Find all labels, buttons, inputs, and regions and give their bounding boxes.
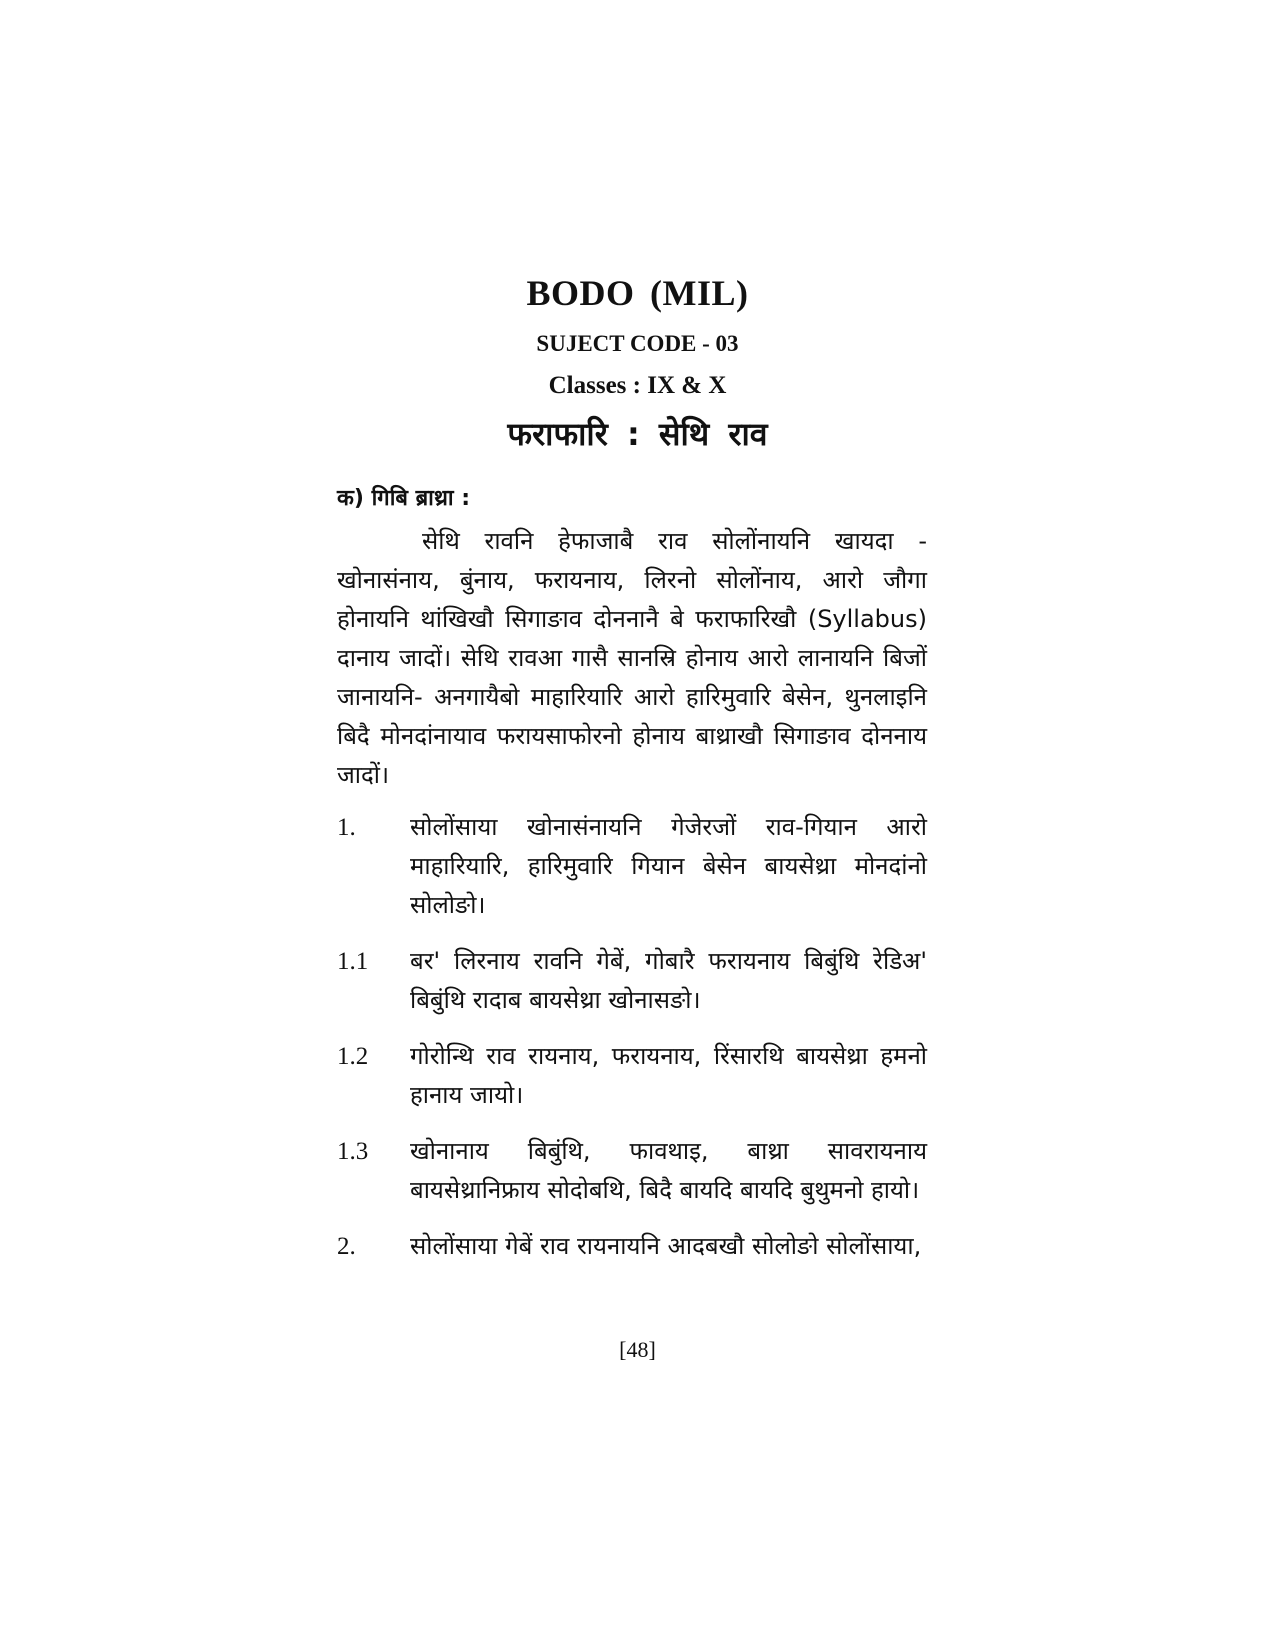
list-item [337,1132,927,1210]
list-item-number: 1.1 [337,948,369,975]
list-item-text: गोरोन्थि राव रायनाय, फरायनाय, रिंसारथि बायसेथ्रा हमनो हानाय जायो। [410,1042,927,1109]
list-item-text: सोलोंसाया गेबें राव रायनायनि आदबखौ सोलोङो सोलोंसाया, [410,1232,922,1260]
list-item [337,1227,927,1266]
list-item-number: 2. [337,1233,356,1260]
list-item-number: 1.3 [337,1138,369,1165]
section-label: क) गिबि ब्राथ्रा : [337,486,471,511]
page-number: [48] [619,1337,656,1362]
list-item-text: सोलोंसाया खोनासंनायनि गेजेरजों राव-गियान आरो माहारियारि, हारिमुवारि गियान बेसेन बायसेथ्रा मोनदांनो सोलोङो। [410,813,927,919]
document-title: BODO (MIL) [526,273,749,313]
intro-paragraph: सेथि रावनि हेफाजाबै राव सोलोंनायनि खायदा - खोनासंनाय, बुंनाय, फरायनाय, लिरनो सोलोंनाय, आरो जौगा होनायनि थांखिखौ सिगाङाव दोननानै बे फराफारिखौ (Syllabus) दानाय जादों। सेथि रावआ गासै सानस्रि होनाय आरो लानायनि बिजों जानायनि- अनगायैबो माहारियारि आरो हारिमुवारि बेसेन, थुनलाइनि बिदै मोनदांनायाव फरायसाफोरनो होनाय बाथ्राखौ सिगाङाव दोननाय जादों। [337,527,927,789]
list-item-number: 1.2 [337,1043,369,1070]
list-item [337,1037,927,1115]
list-item [337,808,927,925]
numbered-list [337,808,927,1283]
list-item-text: बर' लिरनाय रावनि गेबें, गोबारै फरायनाय बिबुंथि रेडिअ' बिबुंथि रादाब बायसेथ्रा खोनासङो। [410,947,927,1014]
classes-line: Classes : IX & X [548,372,727,399]
syllabus-heading: फराफारि : सेथि राव [507,415,768,453]
list-item-text: खोनानाय बिबुंथि, फावथाइ, बाथ्रा सावरायनाय बायसेथ्रानिफ्राय सोदोबथि, बिदै बायदि बायदि बुथुमनो हायो। [410,1137,927,1204]
subject-code: SUJECT CODE - 03 [536,331,739,356]
list-item [337,942,927,1020]
list-item-number: 1. [337,814,356,841]
